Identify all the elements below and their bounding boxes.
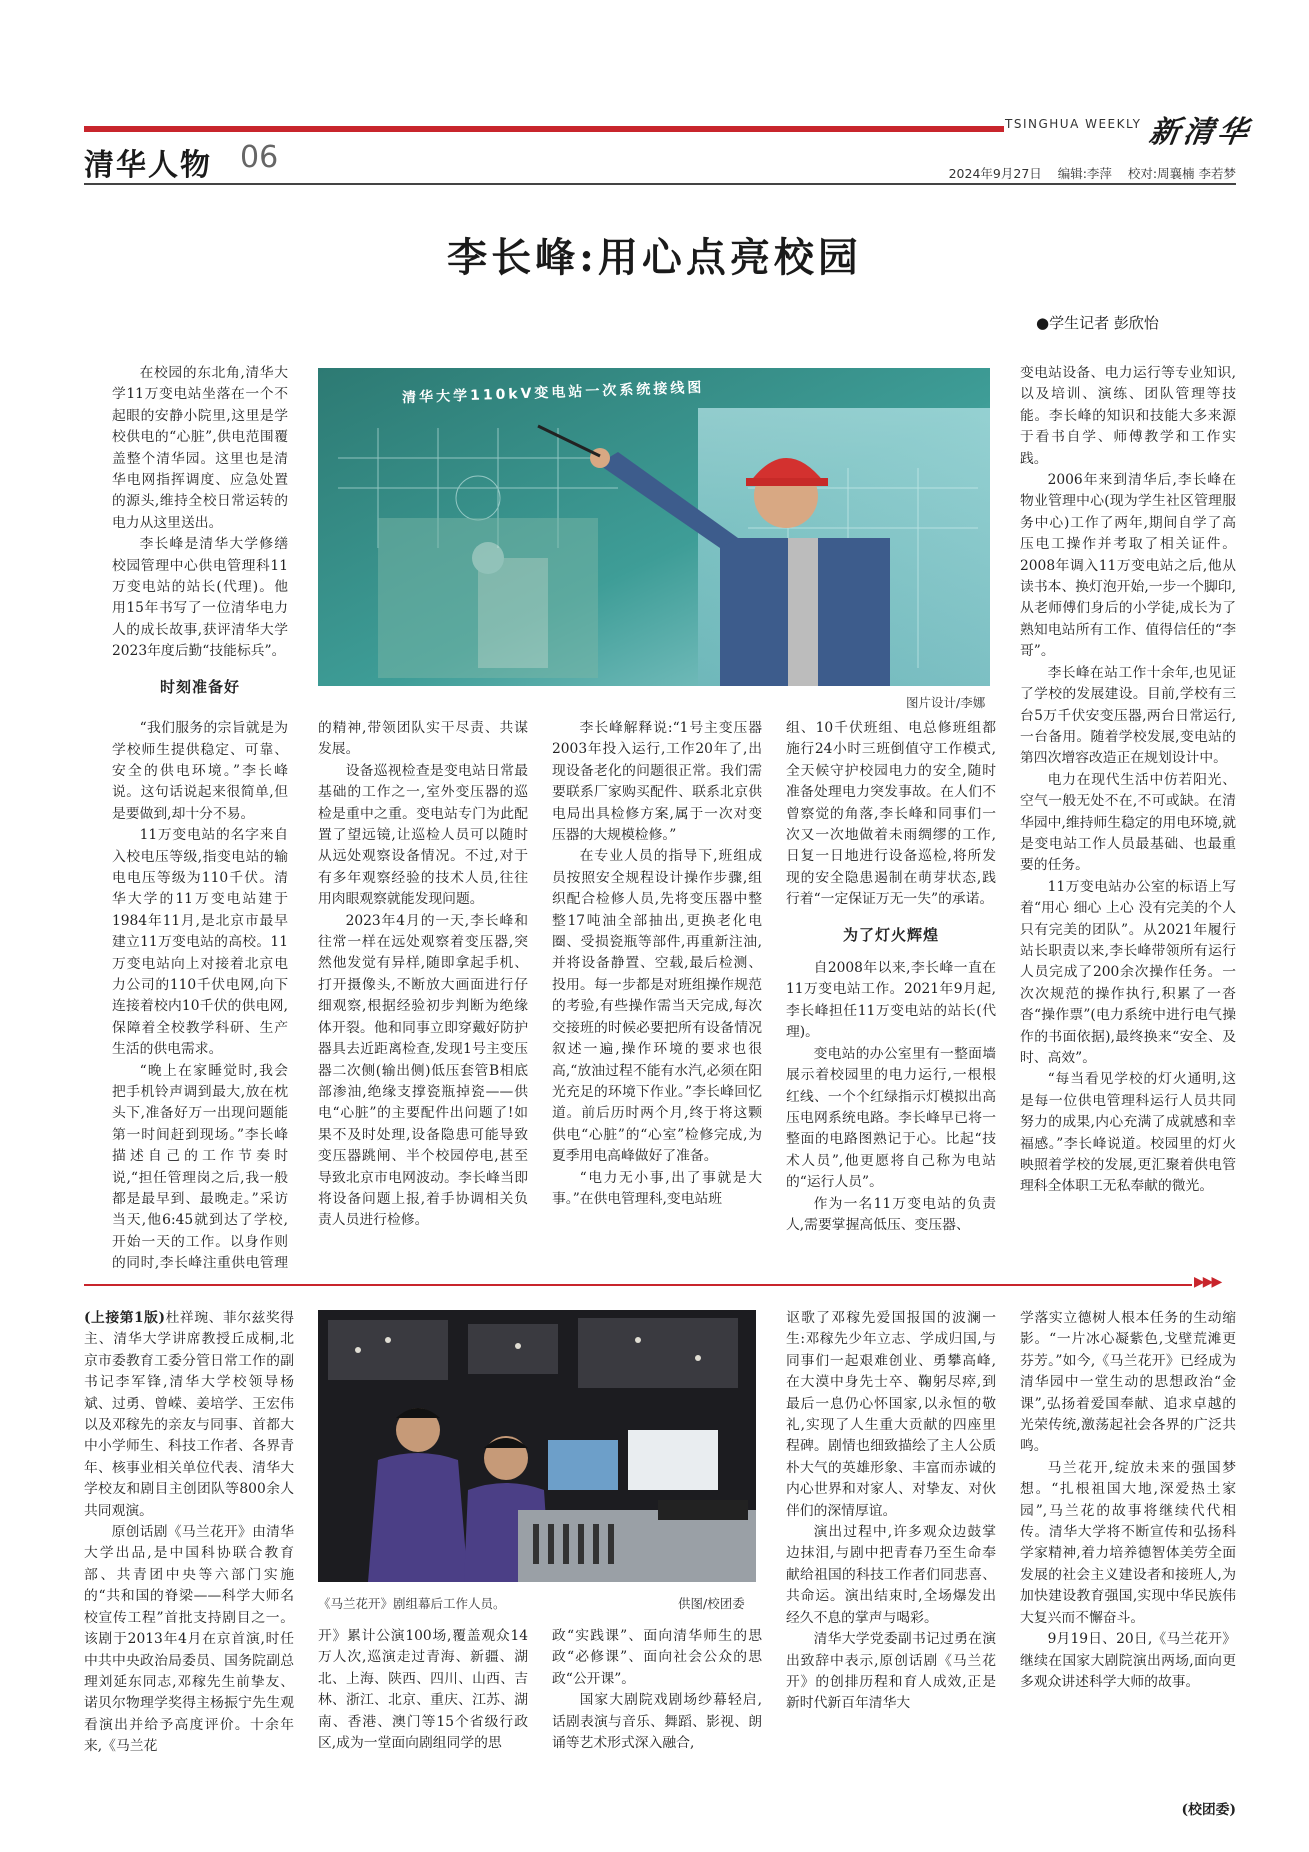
top-photo-illustration [318, 368, 990, 686]
proofreader-credit: 校对:周襄楠 李若梦 [1127, 166, 1236, 181]
paragraph: 李长峰解释说:“1号主变压器2003年投入运行,工作20年了,出现设备老化的问题很正常。我们需要联系厂家购买配件、联系北京供电局出具检修方案,属于一次对变压器的大规模检修。” [552, 720, 762, 844]
paragraph: 在校园的东北角,清华大学11万变电站坐落在一个不起眼的安静小院里,这里是学校供电的“心脏”,供电范围覆盖整个清华园。这里也是清华电网指挥调度、应急处置的源头,维持全校日常运转的电力从这里送出。 [112, 365, 288, 531]
headline: 李长峰:用心点亮校园 [447, 234, 862, 281]
lower-column-3 [552, 1626, 762, 1818]
signoff: (校团委) [1181, 1802, 1236, 1818]
section-title: 清华人物 [84, 148, 212, 183]
paragraph: 演出过程中,许多观众边鼓掌边抹泪,与剧中把青春乃至生命奉献给祖国的科技工作者们同悲喜、共命运。演出结束时,全场爆发出经久不息的掌声与喝彩。 [786, 1524, 996, 1626]
masthead-red-rule [84, 126, 1004, 132]
subheading-ready: 时刻准备好 [159, 677, 240, 696]
lower-column-2 [318, 1626, 528, 1818]
paragraph: “我们服务的宗旨就是为学校师生提供稳定、可靠、安全的供电环境。”李长峰说。这句话说起来很简单,但是要做到,却十分不易。 [112, 720, 288, 822]
subheading-lights: 为了灯火辉煌 [842, 925, 939, 944]
paragraph: 自2008年以来,李长峰一直在11万变电站工作。2021年9月起,李长峰担任11万变电站的站长(代理)。 [786, 960, 996, 1041]
paragraph: 原创话剧《马兰花开》由清华大学出品,是中国科协联合教育部、共青团中央等六部门实施的“共和国的脊梁——科学大师名校宣传工程”首批支持剧目之一。该剧于2013年4月在京首演,时任中共中央政治局委员、国务院副总理刘延东同志,邓稼先生前挚友、诺贝尔物理学奖得主杨振宁先生观看演出并给予高度评价。十余年来,《马兰花 [84, 1524, 294, 1755]
paragraph: 的精神,带领团队实干尽责、共谋发展。 [318, 720, 528, 758]
paragraph: 在专业人员的指导下,班组成员按照安全规程设计操作步骤,组织配合检修人员,先将变压器中整整17吨油全部抽出,更换老化电圈、受损瓷瓶等部件,再重新注油,并将设备静置、空载,最后检测、投用。每一步都是对班组操作规范的考验,有些操作需当天完成,每次交接班的时候必要把所有设备情况叙述一遍,操作环境的要求也很高,“放油过程不能有水汽,必须在阳光充足的环境下作业。”李长峰回忆道。前后历时两个月,终于将这颗供电“心脏”的“心室”检修完成,为夏季用电高峰做好了准备。 [552, 848, 762, 1165]
paragraph: “晚上在家睡觉时,我会把手机铃声调到最大,放在枕头下,准备好万一出现问题能第一时间赶到现场。”李长峰描述自己的工作节奏时说,“担任管理岗之后,我一般都是最早到、最晚走。”采访当天,他6:45就到达了学校,开始一天的工作。以身作则的同时,李长峰注重供电管理 [112, 1062, 288, 1270]
issue-date: 2024年9月27日 [948, 166, 1042, 181]
paragraph: 作为一名11万变电站的负责人,需要掌握高低压、变压器、 [786, 1195, 996, 1233]
editor-credit: 编辑:李萍 [1057, 166, 1112, 181]
continuation-lead: (上接第1版) [84, 1310, 166, 1326]
paragraph: 讴歌了邓稼先爱国报国的波澜一生:邓稼先少年立志、学成归国,与同事们一起艰难创业、勇攀高峰,在大漠中身先士卒、鞠躬尽瘁,到最后一息仍心怀国家,以永恒的敬礼,实现了人生重大贡献的四座里程碑。剧情也细致描绘了主人公质朴大气的英雄形象、丰富而赤诚的内心世界和对家人、对挚友、对伙伴们的深情厚谊。 [786, 1310, 996, 1519]
paragraph: 国家大剧院戏剧场纱幕轻启,话剧表演与音乐、舞蹈、影视、朗诵等艺术形式深入融合, [552, 1692, 762, 1752]
masthead-bottom-rule [84, 183, 1236, 185]
paragraph: 学落实立德树人根本任务的生动缩影。“一片冰心凝紫色,戈壁荒滩更芬芳。”如今,《马兰花开》已经成为清华园中一堂生动的思想政治“金课”,弘扬着爱国奉献、追求卓越的光荣传统,激荡起社会各界的广泛共鸣。 [1020, 1310, 1236, 1455]
paragraph: 11万变电站的名字来自入校电压等级,指变电站的输电电压等级为110千伏。清华大学的11万变电站建于1984年11月,是北京市最早建立11万变电站的高校。11万变电站向上对接着北京电力公司的110千伏电网,向下连接着校内10千伏的供电网,保障着全校教学科研、生产生活的供电需求。 [112, 827, 288, 1058]
article-column-5 [1020, 363, 1236, 1270]
lower-column-1 [84, 1308, 294, 1818]
paragraph: “每当看见学校的灯火通明,这是每一位供电管理科运行人员共同努力的成果,内心充满了成就感和幸福感。”李长峰说道。校园里的灯火映照着学校的发展,更汇聚着供电管理科全体职工无私奉献的微光。 [1020, 1071, 1236, 1195]
section-divider [84, 1284, 1192, 1286]
lower-text: 杜祥琬、菲尔兹奖得主、清华大学讲席教授丘成桐,北京市委教育工委分管日常工作的副书记李军锋,清华大学校领导杨斌、过勇、曾嵘、姜培学、王宏伟以及邓稼先的亲友与同事、首都大中小学师生、科技工作者、各界青年、核事业相关单位代表、清华大学校友和剧目主创团队等800余人共同观演。 [84, 1310, 294, 1519]
paragraph [84, 1308, 294, 1522]
paragraph: 政“实践课”、面向清华师生的思政“必修课”、面向社会公众的思政“公开课”。 [552, 1628, 762, 1687]
lower-column-4 [786, 1308, 996, 1818]
paragraph: 李长峰是清华大学修缮校园管理中心供电管理科11万变电站的站长(代理)。他用15年书写了一位清华电力人的成长故事,获评清华大学2023年度后勤“技能标兵”。 [112, 536, 288, 660]
paragraph: 电力在现代生活中仿若阳光、空气一般无处不在,不可或缺。在清华园中,维持师生稳定的用电环境,就是变电站工作人员最基础、也最重要的任务。 [1020, 771, 1236, 874]
paragraph: 开》累计公演100场,覆盖观众14万人次,巡演走过青海、新疆、湖北、上海、陕西、四川、山西、吉林、浙江、北京、重庆、江苏、湖南、香港、澳门等15个省级行政区,成为一堂面向剧组同学的思 [318, 1628, 528, 1752]
lower-photo-caption: 《马兰花开》剧组幕后工作人员。 [318, 1596, 506, 1611]
paragraph: 变电站设备、电力运行等专业知识,以及培训、演练、团队管理等技能。李长峰的知识和技能大多来源于看书自学、师傅教学和工作实践。 [1020, 365, 1236, 467]
lower-photo [318, 1310, 756, 1582]
paragraph: 设备巡视检查是变电站日常最基础的工作之一,室外变压器的巡检是重中之重。变电站专门为此配置了望远镜,让巡检人员可以随时从远处观察设备情况。不过,对于有多年观察经验的技术人员,往往用肉眼观察就能发现问题。 [318, 762, 528, 908]
lower-photo-credit: 供图/校团委 [678, 1596, 745, 1611]
paragraph: 9月19日、20日,《马兰花开》继续在国家大剧院演出两场,面向更多观众讲述科学大师的故事。 [1020, 1631, 1236, 1690]
paragraph: 2006年来到清华后,李长峰在物业管理中心(现为学生社区管理服务中心)工作了两年,期间自学了高压电工操作并考取了相关证件。2008年调入11万变电站之后,他从读书本、换灯泡开始,一步一个脚印,从老师傅们身后的小学徒,成长为了熟知电站所有工作、值得信任的“李哥”。 [1020, 472, 1236, 660]
article-column-4 [786, 718, 996, 1270]
masthead-english: TSINGHUA WEEKLY [1005, 117, 1142, 131]
paragraph: “电力无小事,出了事就是大事。”在供电管理科,变电站班 [552, 1169, 762, 1207]
page-number: 06 [240, 140, 279, 175]
masthead-meta [0, 164, 1236, 182]
lower-column-5 [1020, 1308, 1236, 1796]
byline: ●学生记者 彭欣怡 [1036, 314, 1159, 332]
divider-arrows-icon: ▶▶▶ [1194, 1274, 1221, 1290]
top-photo-credit: 图片设计/李娜 [906, 695, 986, 710]
paragraph: 2023年4月的一天,李长峰和往常一样在远处观察着变压器,突然他发觉有异样,随即拿起手机、打开摄像头,不断放大画面进行仔细观察,根据经验初步判断为绝缘体开裂。他和同事立即穿戴好防护器具去近距离检查,发现1号主变压器二次侧(输出侧)低压套管B相底部渗油,绝缘支撑瓷瓶掉瓷——供电“心脏”的主要配件出问题了!如果不及时处理,设备隐患可能导致变压器跳闸、半个校园停电,甚至导致北京市电网波动。李长峰当即将设备问题上报,着手协调相关负责人员进行检修。 [318, 912, 528, 1229]
masthead-logo: 新清华 [1147, 115, 1254, 150]
top-photo [318, 368, 990, 686]
paragraph: 11万变电站办公室的标语上写着“用心 细心 上心 没有完美的个人 只有完美的团队”。从2021年履行站长职责以来,李长峰带领所有运行人员完成了200余次操作任务。一次次规范的操作执行,积累了一沓沓“操作票”(电力系统中进行电气操作的书面依据),最终换来“安全、及时、高效”。 [1020, 878, 1236, 1066]
paragraph: 组、10千伏班组、电总修班组都施行24小时三班倒值守工作模式,全天候守护校园电力的安全,随时准备处理电力突发事故。在人们不曾察觉的角落,李长峰和同事们一次又一次地做着未雨绸缪的工作,日复一日地进行设备巡检,将所发现的安全隐患遏制在萌芽状态,践行着“一定保证万无一失”的承诺。 [786, 720, 996, 908]
paragraph: 变电站的办公室里有一整面墙展示着校园里的电力运行,一根根红线、一个个红绿指示灯模拟出高压电网系统电路。李长峰早已将一整面的电路图熟记于心。比起“技术人员”,他更愿将自己称为电站的“运行人员”。 [786, 1045, 996, 1191]
paragraph: 清华大学党委副书记过勇在演出致辞中表示,原创话剧《马兰花开》的创排历程和育人成效,正是新时代新百年清华大 [786, 1631, 996, 1712]
lower-photo-illustration [318, 1310, 756, 1582]
article-column-3 [552, 718, 762, 1270]
paragraph: 马兰花开,绽放未来的强国梦想。“扎根祖国大地,深爱热土家园”,马兰花的故事将继续代代相传。清华大学将不断宣传和弘扬科学家精神,着力培养德智体美劳全面发展的社会主义建设者和接班人,为加快建设教育强国,实现中华民族伟大复兴而不懈奋斗。 [1020, 1459, 1236, 1626]
paragraph: 李长峰在站工作十余年,也见证了学校的发展建设。目前,学校有三台5万千伏安变压器,两台日常运行,一台备用。随着学校发展,变电站的第四次增容改造正在规划设计中。 [1020, 664, 1236, 767]
article-column-1 [112, 363, 288, 1270]
article-column-2 [318, 718, 528, 1270]
photo-banner: 清华大学110kV变电站一次系统接线图 [401, 379, 705, 407]
